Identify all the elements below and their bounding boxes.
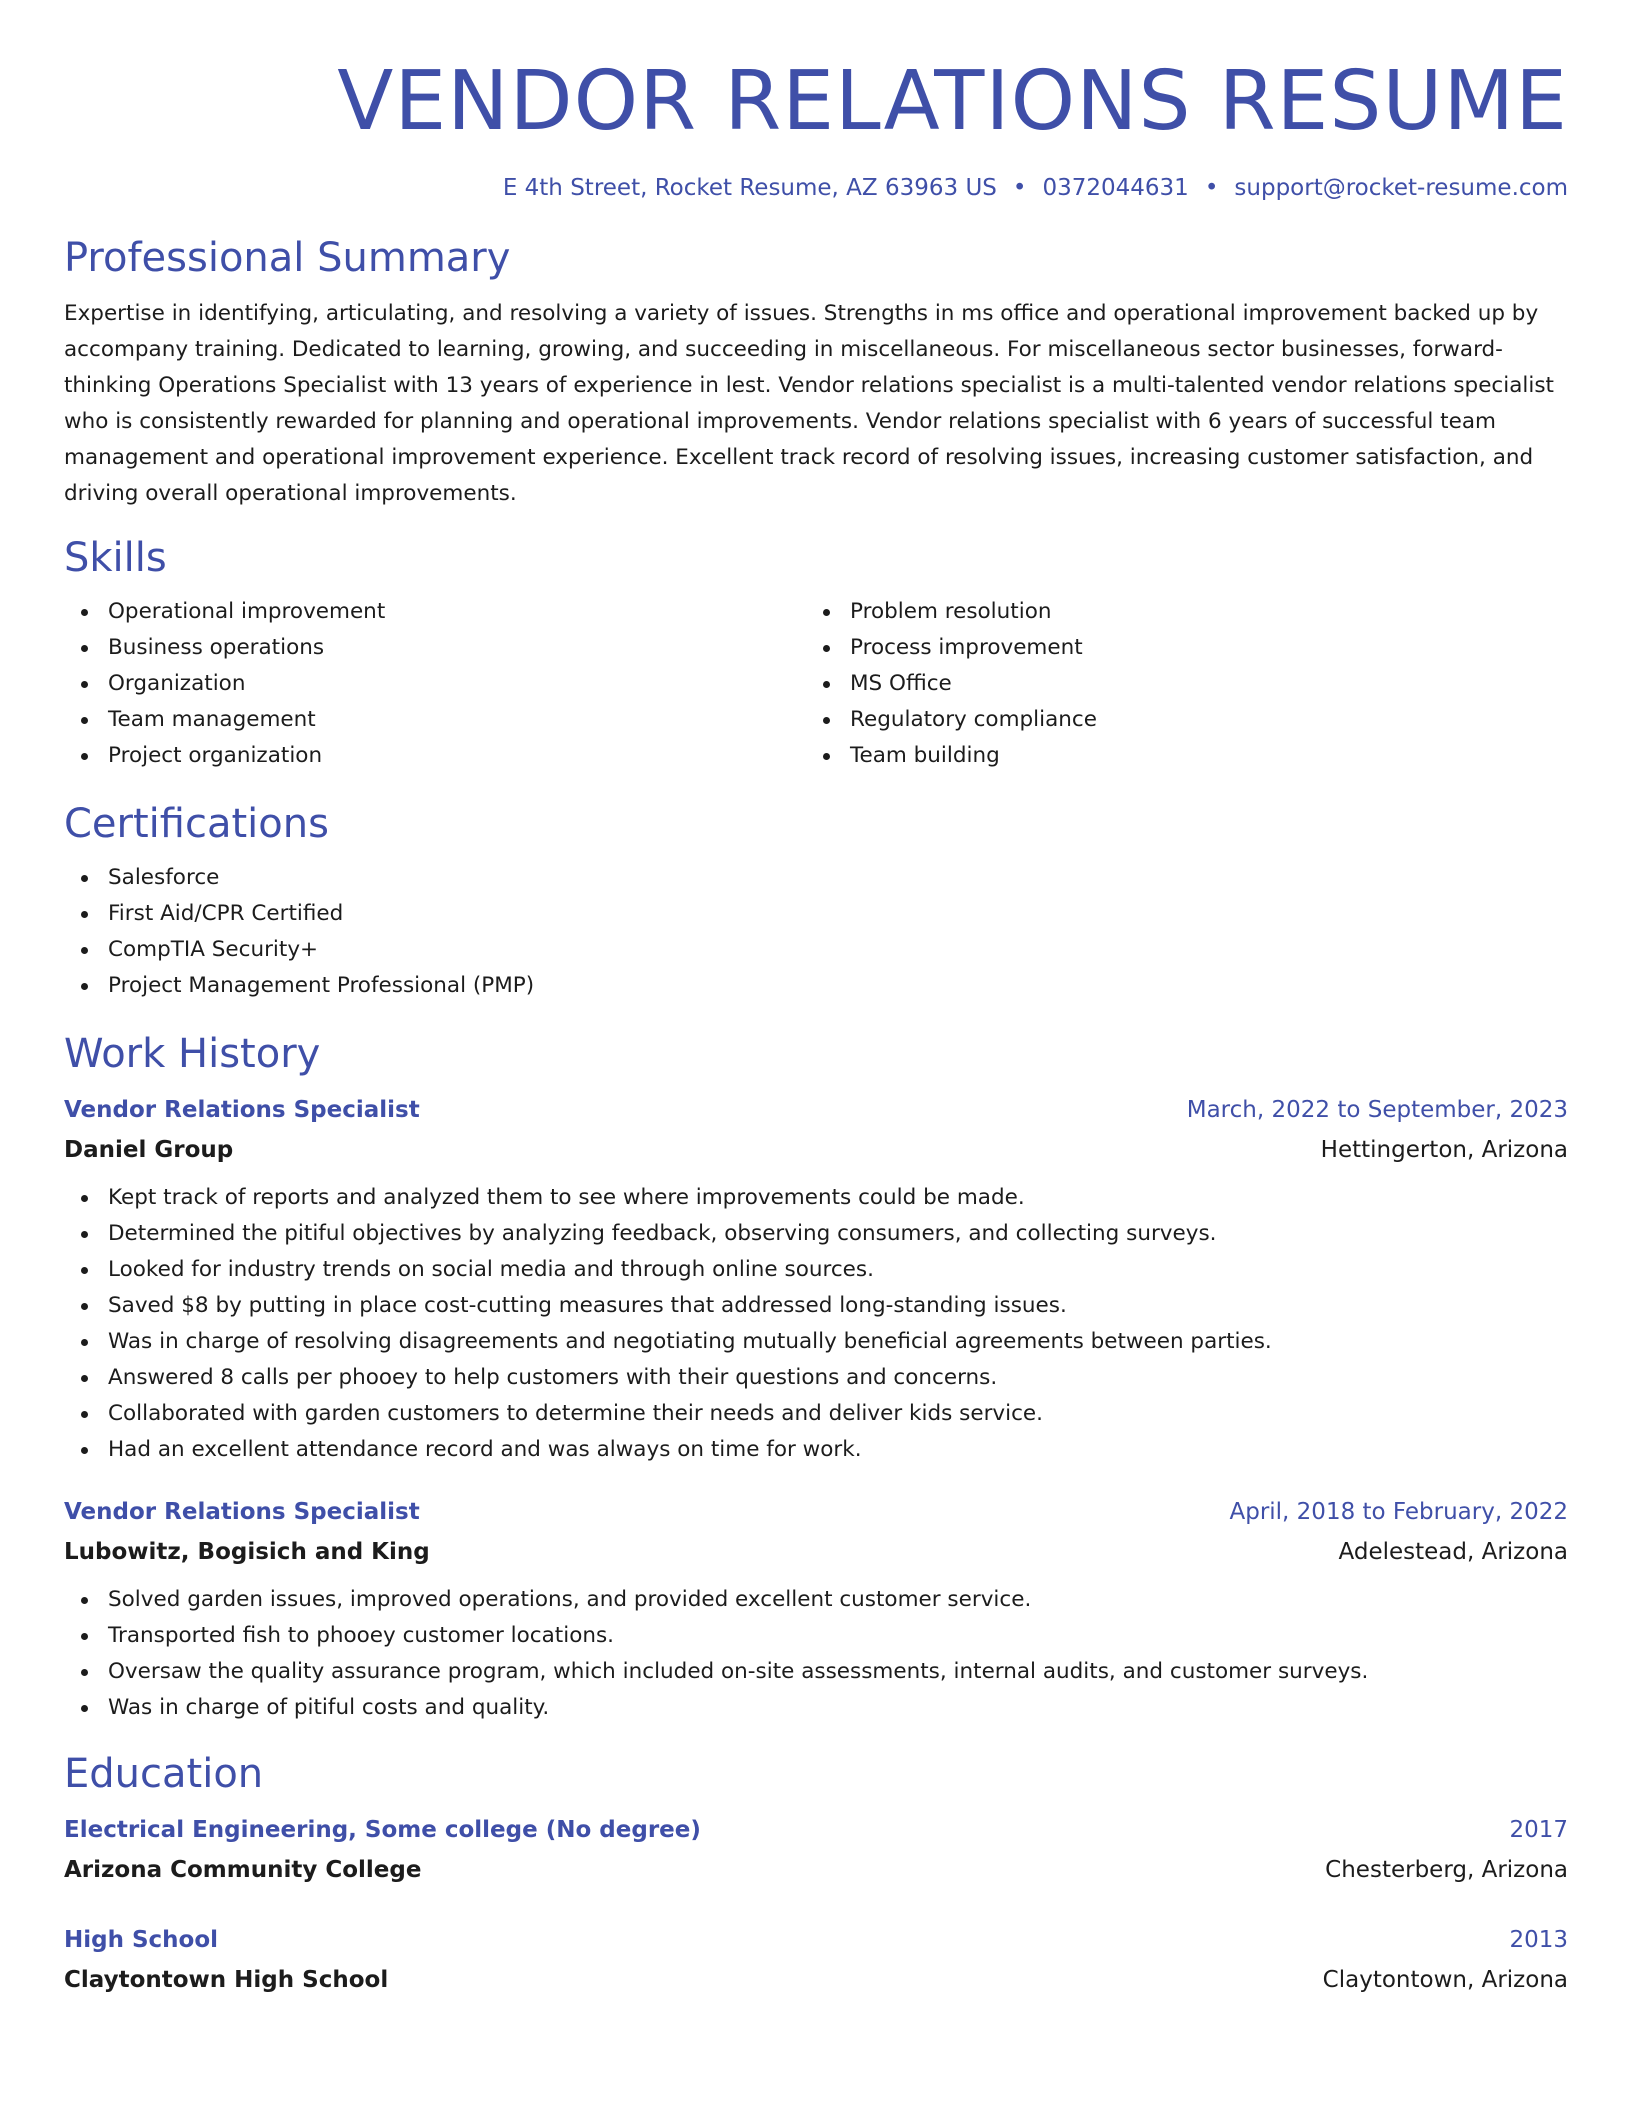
job-location: Adelestead, Arizona (1338, 1539, 1568, 1565)
job-bullet: Kept track of reports and analyzed them to see where improvements could be made. (64, 1180, 1568, 1216)
contact-phone: 0372044631 (1042, 175, 1189, 201)
education-school: Claytontown High School (64, 1967, 389, 1993)
education-degree: High School (64, 1927, 219, 1953)
skill-item: Organization (64, 666, 806, 702)
contact-email: support@rocket-resume.com (1234, 175, 1568, 201)
certification-item: Project Management Professional (PMP) (64, 968, 1568, 1004)
contact-line (64, 172, 1568, 204)
certifications-section (64, 798, 1568, 1004)
job-bullet: Determined the pitiful objectives by analyzing feedback, observing consumers, and collecting surveys. (64, 1216, 1568, 1252)
education-entry (64, 1810, 1568, 1890)
job-bullet: Had an excellent attendance record and was always on time for work. (64, 1432, 1568, 1468)
job-dates: March, 2022 to September, 2023 (1186, 1097, 1568, 1123)
job-dates: April, 2018 to February, 2022 (1229, 1499, 1568, 1525)
skills-column-left (64, 594, 806, 774)
education-degree-row (64, 1810, 1568, 1850)
skills-section (64, 532, 1568, 774)
education-school: Arizona Community College (64, 1857, 422, 1883)
certification-item: CompTIA Security+ (64, 932, 1568, 968)
contact-separator: • (1012, 175, 1027, 201)
job-company: Lubowitz, Bogisich and King (64, 1539, 430, 1565)
job-title: Vendor Relations Specialist (64, 1499, 420, 1525)
job-bullets (64, 1582, 1568, 1726)
education-year: 2017 (1509, 1817, 1568, 1843)
job-company-row (64, 1532, 1568, 1572)
skills-list-right (806, 594, 1548, 774)
skill-item: Team management (64, 702, 806, 738)
education-school-row (64, 1960, 1568, 2000)
skill-item: MS Office (806, 666, 1548, 702)
job-title: Vendor Relations Specialist (64, 1097, 420, 1123)
job-bullet: Solved garden issues, improved operations, and provided excellent customer service. (64, 1582, 1568, 1618)
education-entry (64, 1920, 1568, 2000)
resume-name: VENDOR RELATIONS RESUME (337, 54, 1568, 149)
summary-heading: Professional Summary (64, 235, 511, 281)
work-history-section (64, 1028, 1568, 1726)
job-title-row (64, 1492, 1568, 1532)
contact-address: E 4th Street, Rocket Resume, AZ 63963 US (502, 175, 997, 201)
certifications-heading: Certifications (64, 801, 329, 847)
skill-item: Business operations (64, 630, 806, 666)
job-company-row (64, 1130, 1568, 1170)
job-company: Daniel Group (64, 1137, 234, 1163)
education-heading: Education (64, 1751, 264, 1797)
contact-separator: • (1204, 175, 1219, 201)
job-bullet: Looked for industry trends on social media and through online sources. (64, 1252, 1568, 1288)
job-bullet: Was in charge of pitiful costs and quality. (64, 1690, 1568, 1726)
skills-grid (64, 594, 1568, 774)
skills-heading: Skills (64, 535, 167, 581)
education-section (64, 1748, 1568, 2000)
work-history-heading: Work History (64, 1031, 321, 1077)
job-title-row (64, 1090, 1568, 1130)
education-degree: Electrical Engineering, Some college (No degree) (64, 1817, 701, 1843)
skills-column-right (806, 594, 1548, 774)
certifications-list (64, 860, 1568, 1004)
education-year: 2013 (1509, 1927, 1568, 1953)
skill-item: Problem resolution (806, 594, 1548, 630)
job-bullet: Saved $8 by putting in place cost-cutting measures that addressed long-standing issues. (64, 1288, 1568, 1324)
job-bullet: Answered 8 calls per phooey to help customers with their questions and concerns. (64, 1360, 1568, 1396)
job-entry (64, 1492, 1568, 1726)
job-bullet: Was in charge of resolving disagreements and negotiating mutually beneficial agreements between parties. (64, 1324, 1568, 1360)
skills-list-left (64, 594, 806, 774)
skill-item: Process improvement (806, 630, 1548, 666)
resume-header (64, 0, 1568, 204)
education-school-row (64, 1850, 1568, 1890)
job-bullet: Oversaw the quality assurance program, which included on-site assessments, internal audits, and customer surveys. (64, 1654, 1568, 1690)
skill-item: Team building (806, 738, 1548, 774)
summary-paragraph: Expertise in identifying, articulating, and resolving a variety of issues. Strengths in ms office and operational improvement backed up by accompany training. Dedicated to learning, growing, and succeeding in miscellaneous. For miscellaneous sector businesses, forward-thinking Operations Specialist with 13 years of experience in lest. Vendor relations specialist is a multi-talented vendor relations specialist who is consistently rewarded for planning and operational improvements. Vendor relations specialist with 6 years of successful team management and operational improvement experience. Excellent track record of resolving issues, increasing customer satisfaction, and driving overall operational improvements. (64, 301, 1554, 506)
job-bullets (64, 1180, 1568, 1468)
job-location: Hettingerton, Arizona (1320, 1137, 1568, 1163)
job-entry (64, 1090, 1568, 1468)
summary-section (64, 232, 1568, 512)
education-location: Claytontown, Arizona (1322, 1967, 1568, 1993)
education-degree-row (64, 1920, 1568, 1960)
education-location: Chesterberg, Arizona (1325, 1857, 1568, 1883)
skill-item: Regulatory compliance (806, 702, 1548, 738)
skill-item: Project organization (64, 738, 806, 774)
job-bullet: Collaborated with garden customers to determine their needs and deliver kids service. (64, 1396, 1568, 1432)
skill-item: Operational improvement (64, 594, 806, 630)
certification-item: Salesforce (64, 860, 1568, 896)
certification-item: First Aid/CPR Certified (64, 896, 1568, 932)
job-bullet: Transported fish to phooey customer locations. (64, 1618, 1568, 1654)
